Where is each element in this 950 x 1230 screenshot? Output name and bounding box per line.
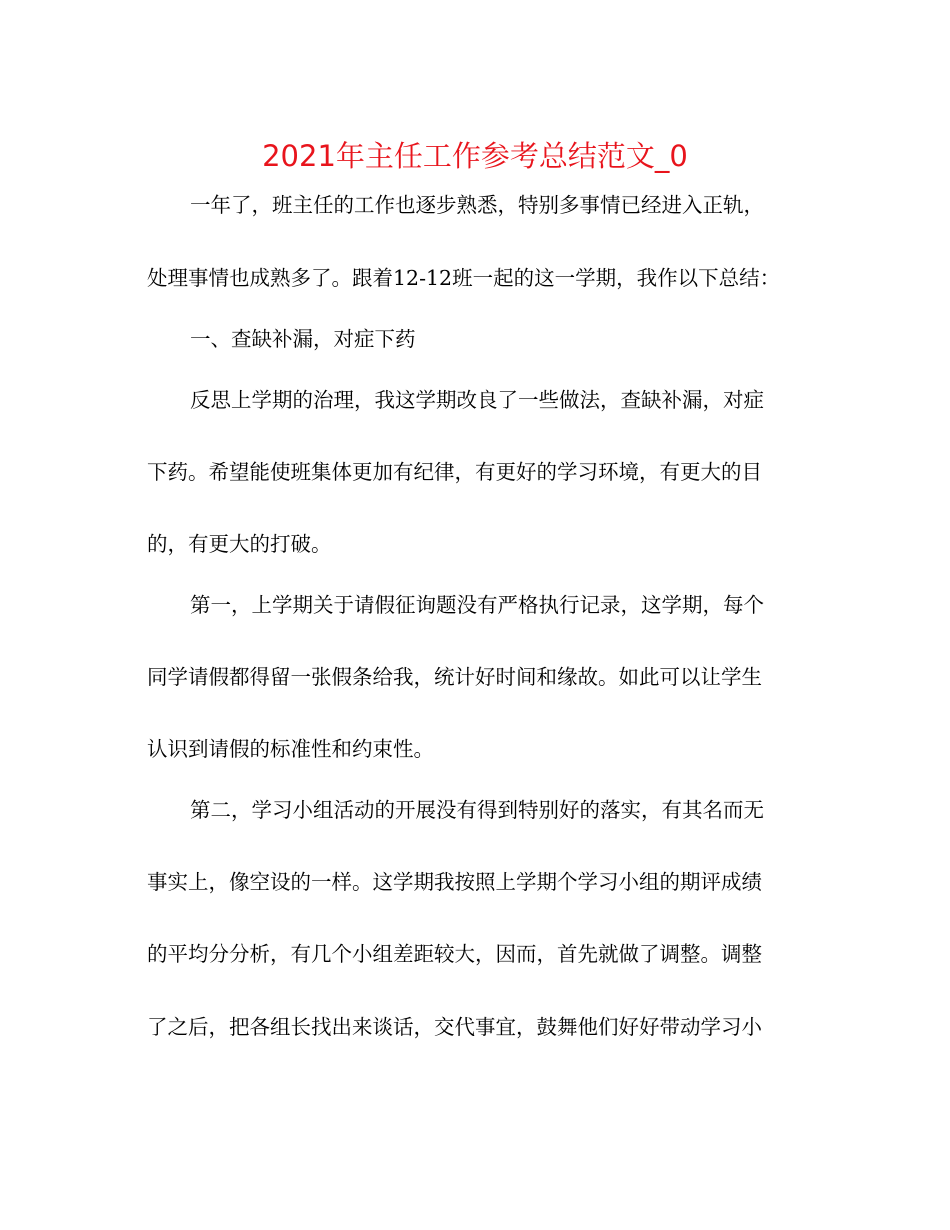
paragraph-line: 的，有更大的打破。 <box>147 532 332 556</box>
paragraph-line: 认识到请假的标准性和约束性。 <box>147 737 434 761</box>
paragraph-line: 下药。希望能使班集体更加有纪律，有更好的学习环境，有更大的目 <box>147 460 762 484</box>
document-title: 2021年主任工作参考总结范文_0 <box>262 139 688 173</box>
paragraph-line: 了之后，把各组长找出来谈话，交代事宜，鼓舞他们好好带动学习小 <box>147 1015 762 1039</box>
paragraph-line: 事实上，像空设的一样。这学期我按照上学期个学习小组的期评成绩 <box>147 870 762 894</box>
paragraph-line: 反思上学期的治理，我这学期改良了一些做法，查缺补漏，对症 <box>190 388 764 412</box>
paragraph-line: 的平均分分析，有几个小组差距较大，因而，首先就做了调整。调整 <box>147 942 762 966</box>
paragraph-line: 一年了，班主任的工作也逐步熟悉，特别多事情已经进入正轨， <box>190 193 764 217</box>
paragraph-line: 第二，学习小组活动的开展没有得到特别好的落实，有其名而无 <box>190 798 764 822</box>
paragraph-line: 同学请假都得留一张假条给我，统计好时间和缘故。如此可以让学生 <box>147 665 762 689</box>
paragraph-line: 第一，上学期关于请假征询题没有严格执行记录，这学期，每个 <box>190 593 764 617</box>
section-heading: 一、查缺补漏，对症下药 <box>190 327 416 351</box>
paragraph-line: 处理事情也成熟多了。跟着12-12班一起的这一学期，我作以下总结： <box>147 266 781 290</box>
